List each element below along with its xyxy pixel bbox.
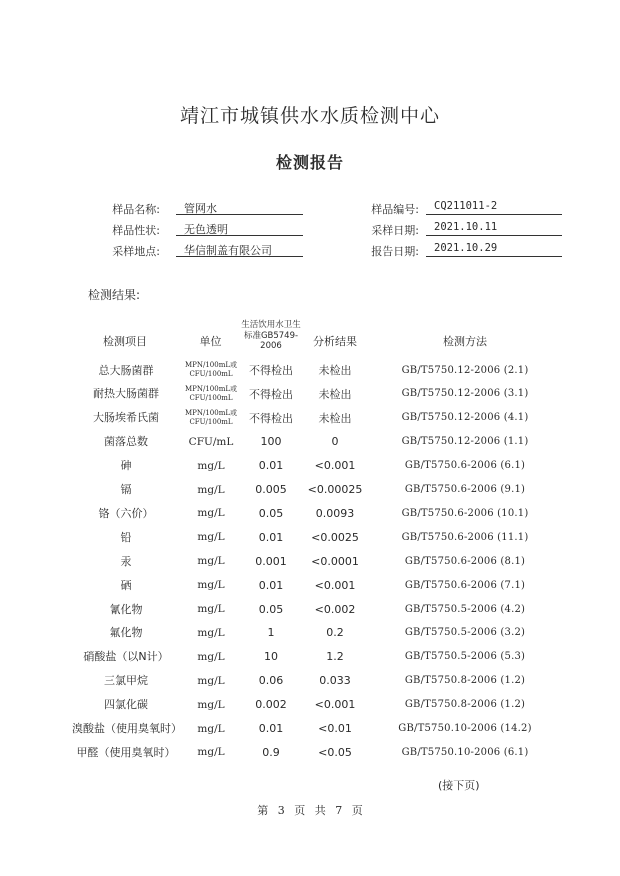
- cell-method: GB/T5750.10-2006 (6.1): [401, 746, 529, 758]
- cell-method: GB/T5750.10-2006 (14.2): [398, 723, 532, 734]
- cell-item: 四氯化碳: [104, 698, 148, 712]
- cell-result: <0.0001: [311, 554, 359, 568]
- cell-method: GB/T5750.6-2006 (8.1): [404, 555, 526, 567]
- cell-unit: mg/L: [197, 531, 225, 544]
- cell-method: GB/T5750.8-2006 (1.2): [404, 675, 526, 687]
- cell-result: 未检出: [318, 364, 352, 377]
- header-method: 检测方法: [443, 335, 487, 348]
- table-row: [0, 717, 620, 741]
- cell-standard: 0.01: [258, 722, 284, 735]
- header-item: 检测项目: [103, 335, 147, 348]
- sampling-date-label: 采样日期:: [371, 224, 419, 237]
- sampling-site-label: 采样地点:: [112, 245, 160, 258]
- cell-standard: 0.01: [258, 530, 284, 544]
- page-number: 第 3 页 共 7 页: [257, 804, 363, 817]
- cell-standard: 1: [267, 626, 275, 640]
- table-row: [0, 740, 620, 764]
- table-row: [0, 669, 620, 693]
- cell-unit: MPN/100mL或CFU/100mL: [184, 408, 237, 426]
- sample-state-label: 样品性状:: [112, 224, 160, 237]
- cell-result: 1.2: [326, 650, 344, 664]
- cell-item: 镉: [120, 483, 132, 496]
- cell-method: GB/T5750.12-2006 (1.1): [401, 436, 529, 448]
- cell-unit: mg/L: [197, 603, 225, 615]
- cell-result: <0.00025: [307, 483, 363, 496]
- cell-item: 砷: [120, 459, 132, 473]
- cell-item: 汞: [120, 554, 132, 568]
- cell-method: GB/T5750.12-2006 (3.1): [401, 388, 529, 400]
- table-row: [0, 478, 620, 502]
- cell-unit: mg/L: [197, 555, 225, 568]
- cell-item: 硝酸盐（以N计）: [83, 650, 169, 664]
- cell-unit: mg/L: [197, 674, 225, 687]
- results-heading: 检测结果:: [88, 288, 141, 302]
- cell-standard: 10: [264, 650, 278, 664]
- cell-method: GB/T5750.6-2006 (9.1): [404, 484, 526, 495]
- table-row: [0, 501, 620, 525]
- cell-item: 大肠埃希氏菌: [93, 411, 159, 425]
- table-row: [0, 549, 620, 573]
- header-unit: 单位: [199, 335, 222, 348]
- cell-unit: mg/L: [197, 746, 225, 759]
- cell-result: 0.033: [319, 674, 351, 688]
- table-row: [0, 406, 620, 430]
- cell-method: GB/T5750.12-2006 (4.1): [401, 412, 529, 424]
- cell-method: GB/T5750.5-2006 (4.2): [404, 603, 526, 615]
- sample-no-value: CQ211011-2: [426, 200, 562, 215]
- cell-unit: mg/L: [197, 698, 225, 711]
- cell-item: 耐热大肠菌群: [93, 387, 159, 401]
- cell-result: <0.001: [314, 578, 356, 592]
- cell-standard: 0.06: [258, 674, 284, 688]
- cell-method: GB/T5750.5-2006 (5.3): [404, 651, 526, 663]
- cell-result: 未检出: [318, 387, 352, 401]
- table-row: [0, 693, 620, 717]
- report-date-value: 2021.10.29: [426, 242, 562, 257]
- cell-method: GB/T5750.6-2006 (6.1): [404, 460, 526, 472]
- cell-unit: mg/L: [197, 722, 225, 735]
- cell-item: 氟化物: [109, 626, 143, 640]
- cell-standard: 0.002: [255, 698, 287, 712]
- cell-standard: 0.001: [255, 554, 287, 568]
- header-result: 分析结果: [313, 335, 357, 348]
- cell-method: GB/T5750.6-2006 (10.1): [401, 507, 529, 519]
- sampling-date-value: 2021.10.11: [426, 221, 562, 236]
- table-row: [0, 358, 620, 382]
- table-row: [0, 621, 620, 645]
- cell-standard: 0.05: [258, 506, 284, 520]
- cell-unit: MPN/100mL或CFU/100mL: [184, 361, 237, 378]
- table-row: [0, 382, 620, 406]
- cell-item: 甲醛（使用臭氧时）: [76, 745, 176, 759]
- report-title: 检测报告: [275, 153, 344, 172]
- cell-unit: mg/L: [197, 483, 225, 496]
- cell-standard: 0.01: [258, 459, 284, 473]
- cell-unit: mg/L: [197, 459, 225, 472]
- cell-result: 未检出: [318, 411, 352, 425]
- cell-result: 0: [331, 435, 339, 449]
- cell-standard: 不得检出: [249, 364, 293, 377]
- table-row: [0, 573, 620, 597]
- results-table-header: [0, 320, 620, 360]
- sample-name-value: 管网水: [176, 200, 303, 215]
- cell-item: 硒: [120, 578, 132, 592]
- table-row: [0, 597, 620, 621]
- cell-item: 三氯甲烷: [104, 674, 148, 688]
- sampling-site-value: 华信制盖有限公司: [176, 242, 303, 257]
- report-date-label: 报告日期:: [371, 245, 419, 258]
- table-row: [0, 525, 620, 549]
- cell-result: <0.0025: [311, 530, 359, 544]
- cell-item: 铬（六价）: [98, 506, 154, 520]
- cell-item: 溴酸盐（使用臭氧时）: [72, 722, 182, 735]
- cell-standard: 不得检出: [249, 411, 293, 425]
- cell-method: GB/T5750.6-2006 (11.1): [401, 531, 529, 543]
- cell-method: GB/T5750.8-2006 (1.2): [404, 699, 526, 711]
- cell-unit: CFU/mL: [188, 435, 234, 448]
- cell-result: <0.001: [314, 698, 356, 712]
- cell-item: 氰化物: [109, 602, 143, 616]
- table-row: [0, 454, 620, 478]
- cell-standard: 0.01: [258, 578, 284, 592]
- cell-unit: MPN/100mL或CFU/100mL: [184, 384, 237, 402]
- cell-standard: 0.005: [255, 483, 287, 496]
- cell-method: GB/T5750.6-2006 (7.1): [404, 579, 526, 591]
- cell-standard: 100: [260, 435, 282, 449]
- header-standard: 生活饮用水卫生标准GB5749-2006: [241, 320, 301, 351]
- cell-standard: 0.9: [262, 745, 280, 759]
- cell-unit: mg/L: [197, 626, 225, 639]
- cell-unit: mg/L: [197, 579, 225, 592]
- sample-no-label: 样品编号:: [371, 203, 419, 216]
- cell-item: 菌落总数: [104, 435, 148, 449]
- table-row: [0, 645, 620, 669]
- cell-method: GB/T5750.5-2006 (3.2): [404, 627, 526, 639]
- cell-method: GB/T5750.12-2006 (2.1): [401, 364, 529, 376]
- sample-state-value: 无色透明: [176, 221, 303, 236]
- cell-unit: mg/L: [197, 507, 225, 520]
- cell-standard: 不得检出: [249, 387, 293, 401]
- sample-name-label: 样品名称:: [112, 203, 160, 216]
- organization-title: 靖江市城镇供水水质检测中心: [179, 105, 440, 127]
- cell-item: 总大肠菌群: [98, 363, 154, 377]
- cell-result: 0.0093: [315, 506, 355, 520]
- cell-result: 0.2: [326, 626, 344, 640]
- table-row: [0, 430, 620, 454]
- cell-result: <0.01: [318, 722, 352, 735]
- cell-item: 铅: [120, 530, 132, 544]
- cell-unit: mg/L: [197, 650, 225, 663]
- cell-standard: 0.05: [258, 602, 284, 616]
- cell-result: <0.002: [314, 602, 356, 616]
- cell-result: <0.05: [318, 745, 352, 759]
- cell-result: <0.001: [314, 459, 356, 473]
- continued-note: (接下页): [438, 779, 480, 792]
